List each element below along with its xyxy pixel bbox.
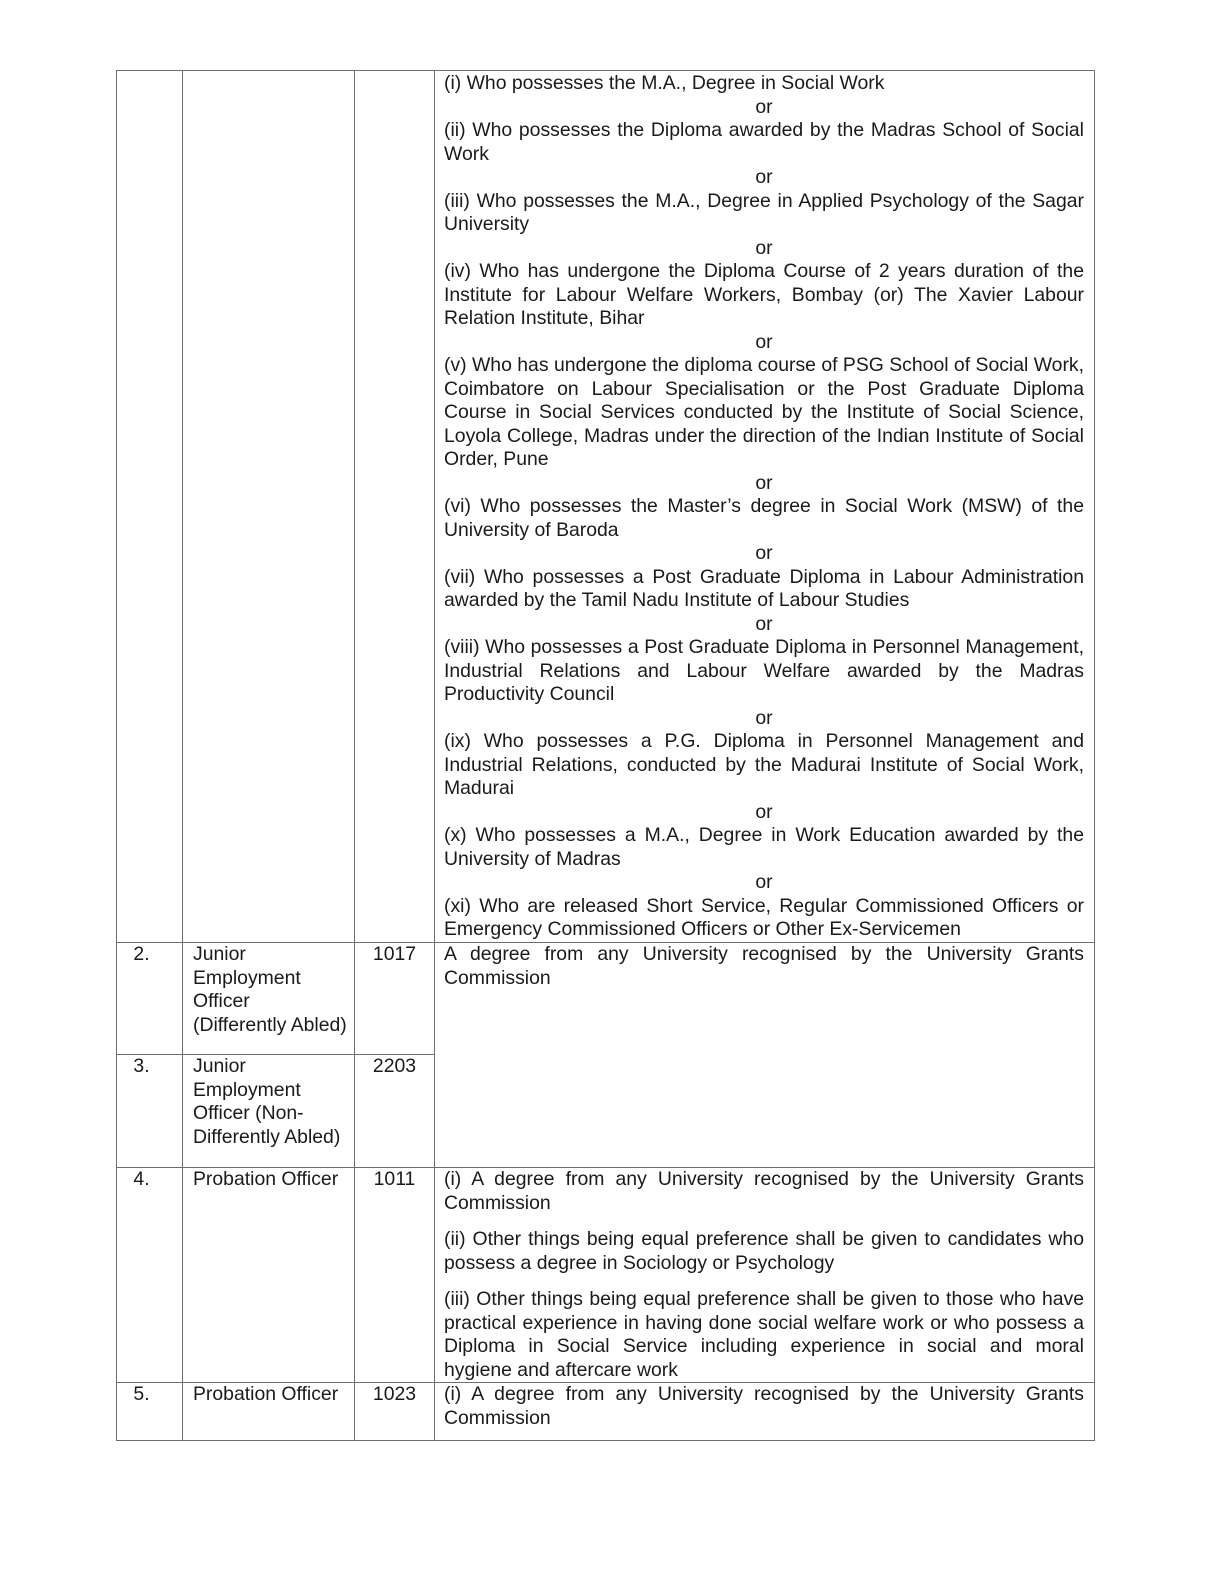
or-separator: or (755, 330, 773, 353)
table-row (117, 1168, 1095, 1383)
qualification-item-2: (ii) Other things being equal preference shall be given to candidates who possess a degree in Sociology or Psychology (444, 1228, 1084, 1274)
table-row (117, 71, 1095, 943)
post-cell: Probation Officer (183, 1383, 355, 1441)
sno-cell: 4. (117, 1168, 183, 1383)
code-cell: 1017 (355, 943, 435, 1055)
post-cell: Junior Employment Officer (Differently Abled) (183, 943, 355, 1055)
post-cell: Probation Officer (183, 1168, 355, 1383)
or-separator: or (755, 800, 773, 823)
qualification-text: (i) A degree from any University recognised by the University Grants Commission (444, 1383, 1084, 1429)
qualification-cell (435, 943, 1095, 1168)
post-cell (183, 71, 355, 943)
sno-cell: 3. (117, 1055, 183, 1168)
option-7: (vii) Who possesses a Post Graduate Diploma in Labour Administration awarded by the Tamil Nadu Institute of Labour Studies (444, 565, 1084, 611)
sno-cell: 2. (117, 943, 183, 1055)
code-cell: 1023 (355, 1383, 435, 1441)
code-cell: 1011 (355, 1168, 435, 1383)
option-1: (i) Who possesses the M.A., Degree in Social Work (444, 72, 885, 94)
sno-cell (117, 71, 183, 943)
option-5: (v) Who has undergone the diploma course of PSG School of Social Work, Coimbatore on Labour Specialisation or the Post Graduate Diploma Course in Social Services conducted by the Institute of Social Science, Loyola College, Madras under the direction of the Indian Institute of Social Order, Pune (444, 354, 1084, 470)
code-cell: 2203 (355, 1055, 435, 1168)
qualification-cell (435, 1168, 1095, 1383)
option-2: (ii) Who possesses the Diploma awarded by the Madras School of Social Work (444, 119, 1084, 165)
option-9: (ix) Who possesses a P.G. Diploma in Personnel Management and Industrial Relations, conducted by the Madurai Institute of Social Work, Madurai (444, 730, 1084, 799)
option-6: (vi) Who possesses the Master’s degree in Social Work (MSW) of the University of Baroda (444, 495, 1084, 541)
or-separator: or (755, 166, 773, 188)
qualification-cell (435, 71, 1095, 943)
or-separator: or (755, 871, 773, 893)
or-separator: or (755, 471, 773, 494)
post-cell: Junior Employment Officer (Non-Differently Abled) (183, 1055, 355, 1168)
option-3: (iii) Who possesses the M.A., Degree in Applied Psychology of the Sagar University (444, 189, 1084, 235)
option-4: (iv) Who has undergone the Diploma Course of 2 years duration of the Institute for Labour Welfare Workers, Bombay (or) The Xavier Labour Relation Institute, Bihar (444, 260, 1084, 329)
or-separator: or (755, 612, 773, 635)
or-separator: or (755, 542, 773, 564)
qualification-item-3: (iii) Other things being equal preference shall be given to those who have practical experience in having done social welfare work or who possess a Diploma in Social Service including experience in social and moral hygiene and aftercare work (444, 1288, 1084, 1381)
option-8: (viii) Who possesses a Post Graduate Diploma in Personnel Management, Industrial Relations and Labour Welfare awarded by the Madras Productivity Council (444, 636, 1084, 705)
code-cell (355, 71, 435, 943)
qualification-cell (435, 1383, 1095, 1441)
table-row (117, 943, 1095, 1055)
sno-cell: 5. (117, 1383, 183, 1441)
or-separator: or (755, 95, 773, 118)
or-separator: or (755, 236, 773, 259)
table-row (117, 1383, 1095, 1441)
qualification-text: A degree from any University recognised by the University Grants Commission (444, 943, 1084, 989)
qualification-table (116, 70, 1095, 1441)
or-separator: or (755, 706, 773, 729)
option-11: (xi) Who are released Short Service, Regular Commissioned Officers or Emergency Commissioned Officers or Other Ex-Servicemen (444, 894, 1084, 940)
qualification-item-1: (i) A degree from any University recognised by the University Grants Commission (444, 1168, 1084, 1214)
option-10: (x) Who possesses a M.A., Degree in Work Education awarded by the University of Madras (444, 824, 1084, 870)
